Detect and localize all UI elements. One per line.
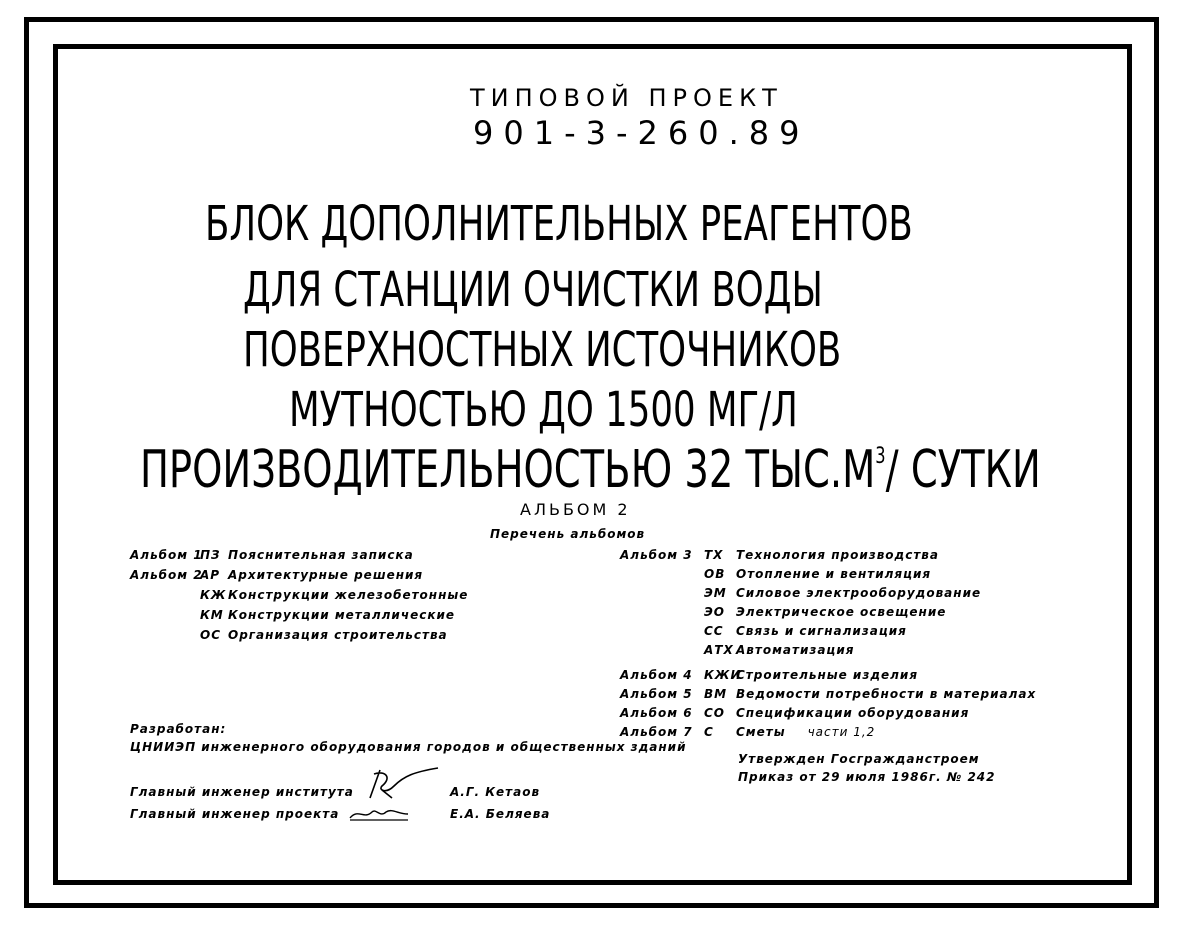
title-line-5-tail: / СУТКИ bbox=[885, 440, 1041, 500]
signature-name-1: А.Г. Кетаов bbox=[450, 785, 541, 799]
list-item: Альбом 2 АР Архитектурные решения bbox=[130, 568, 424, 582]
title-line-2: ДЛЯ СТАНЦИИ ОЧИСТКИ ВОДЫ bbox=[243, 262, 823, 318]
list-item: КМ Конструкции металлические bbox=[200, 608, 456, 622]
title-line-5 bbox=[140, 440, 1041, 500]
list-item: Альбом 4 КЖИ Строительные изделия bbox=[620, 668, 919, 682]
title-line-3: ПОВЕРХНОСТНЫХ ИСТОЧНИКОВ bbox=[243, 322, 842, 378]
albums-right-list bbox=[620, 548, 1036, 744]
project-type-label: ТИПОВОЙ ПРОЕКТ bbox=[470, 84, 783, 112]
title-line-4: МУТНОСТЬЮ ДО 1500 МГ/Л bbox=[289, 382, 798, 438]
list-item: Альбом 3 ТХ Технология производства bbox=[620, 548, 939, 562]
list-item: ОС Организация строительства bbox=[200, 628, 448, 642]
title-line-5-sup: 3 bbox=[875, 444, 886, 469]
title-line-5-main: ПРОИЗВОДИТЕЛЬНОСТЬЮ 32 ТЫС.М bbox=[140, 440, 876, 500]
list-item: Альбом 1 ПЗ Пояснительная записка bbox=[130, 548, 414, 562]
list-item: Альбом 6 СО Спецификации оборудования bbox=[620, 706, 970, 720]
signature-mark-2 bbox=[348, 804, 412, 824]
project-number: 901-3-260.89 bbox=[473, 114, 810, 152]
list-item: ЭО Электрическое освещение bbox=[704, 605, 947, 619]
approved-line-1: Утвержден Госгражданстроем bbox=[738, 752, 980, 766]
signature-mark-1 bbox=[352, 764, 452, 802]
list-item: ОВ Отопление и вентиляция bbox=[704, 567, 932, 581]
list-item: СС Связь и сигнализация bbox=[704, 624, 907, 638]
list-title: Перечень альбомов bbox=[490, 527, 646, 541]
list-item: ЭМ Силовое электрооборудование bbox=[704, 586, 982, 600]
signature-role-1: Главный инженер института bbox=[130, 785, 354, 799]
developed-label: Разработан: bbox=[130, 722, 227, 736]
list-item: Альбом 7 С Сметы части 1,2 bbox=[620, 725, 1036, 744]
album-7-note: части 1,2 bbox=[807, 725, 876, 739]
album-label: АЛЬБОМ 2 bbox=[520, 500, 631, 519]
list-item: АТХ Автоматизация bbox=[704, 643, 855, 657]
list-item: КЖ Конструкции железобетонные bbox=[200, 588, 469, 602]
signature-name-2: Е.А. Беляева bbox=[450, 807, 551, 821]
developed-org: ЦНИИЭП инженерного оборудования городов и общественных зданий bbox=[130, 740, 687, 754]
title-line-1: БЛОК ДОПОЛНИТЕЛЬНЫХ РЕАГЕНТОВ bbox=[205, 196, 913, 252]
list-item: Альбом 5 ВМ Ведомости потребности в материалах bbox=[620, 687, 1037, 701]
signature-role-2: Главный инженер проекта bbox=[130, 807, 340, 821]
albums-left-list bbox=[130, 548, 468, 648]
approved-line-2: Приказ от 29 июля 1986г. № 242 bbox=[738, 770, 996, 784]
